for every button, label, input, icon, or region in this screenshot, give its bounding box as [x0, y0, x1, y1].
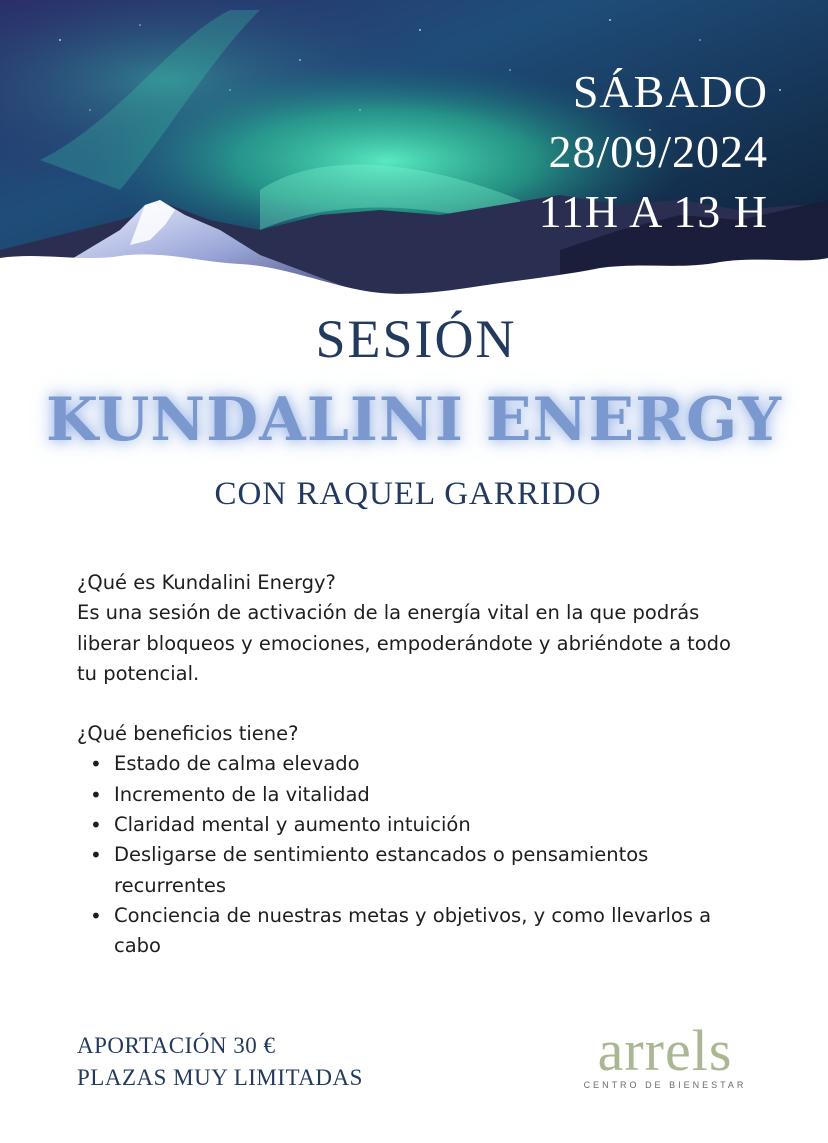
- benefits-question: ¿Qué beneficios tiene?: [77, 722, 299, 746]
- main-title: KUNDALINI ENERGY: [45, 385, 783, 455]
- event-date: 28/09/2024: [548, 126, 768, 177]
- session-word: SESIÓN: [315, 309, 517, 369]
- aurora-hero-image: [0, 0, 828, 320]
- logo-wordmark: arrels: [597, 1018, 733, 1083]
- benefit-item: • Claridad mental y aumento intuición: [114, 810, 757, 840]
- intro-answer: Es una sesión de activación de la energía vital en la que podrás liberar bloqueos y emociones, empoderándote y abriéndote a todo tu potencial.: [77, 601, 731, 685]
- host-line: [0, 476, 828, 513]
- description-block: [77, 568, 757, 962]
- paragraph-spacer: [77, 689, 757, 719]
- footer-info: [77, 1030, 363, 1094]
- host-name: CON RAQUEL GARRIDO: [214, 476, 602, 512]
- benefits-list: [77, 749, 757, 961]
- event-time: 11H A 13 H: [538, 186, 768, 237]
- arrels-logo: [580, 1018, 750, 1090]
- availability-line: PLAZAS MUY LIMITADAS: [77, 1065, 363, 1090]
- price-line: APORTACIÓN 30 €: [77, 1033, 276, 1058]
- benefit-item: • Incremento de la vitalidad: [114, 780, 757, 810]
- logo-subtitle: CENTRO DE BIENESTAR: [583, 1080, 747, 1090]
- benefit-item: • Desligarse de sentimiento estancados o pensamientos recurrentes: [114, 840, 757, 901]
- benefit-item: • Conciencia de nuestras metas y objetivos, y como llevarlos a cabo: [114, 901, 757, 962]
- intro-question: ¿Qué es Kundalini Energy?: [77, 571, 336, 594]
- session-heading: [0, 308, 828, 370]
- event-day: SÁBADO: [572, 66, 768, 117]
- event-date-time: [539, 62, 768, 242]
- benefit-item: • Estado de calma elevado: [114, 749, 757, 779]
